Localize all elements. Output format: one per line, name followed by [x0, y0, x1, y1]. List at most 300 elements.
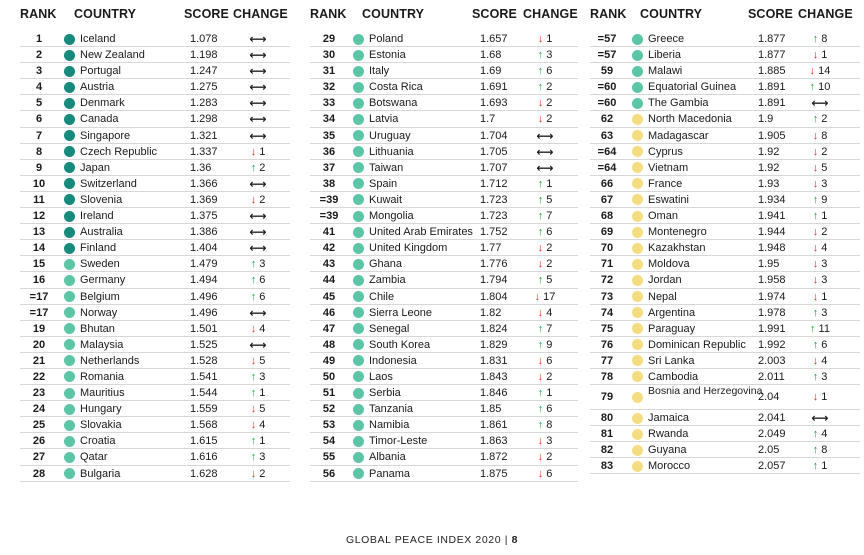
- rank-value: 7: [35, 129, 43, 142]
- country-name: Estonia: [369, 49, 406, 62]
- table-row: [296, 272, 582, 288]
- rank-value: 1: [35, 33, 43, 45]
- rank-value: 34: [322, 113, 336, 126]
- arrow-down-icon: ↓: [537, 33, 544, 45]
- no-change-icon: ⟷: [249, 128, 267, 143]
- change-value: 2: [546, 97, 553, 110]
- arrow-up-icon: ↑: [537, 387, 544, 400]
- table-row: [582, 95, 864, 111]
- rank-change: [795, 128, 845, 144]
- country-name: United Kingdom: [369, 242, 448, 255]
- arrow-up-icon: ↑: [537, 322, 544, 335]
- peace-level-dot: [64, 371, 75, 382]
- footer-separator: |: [504, 534, 509, 546]
- score-value: 2.057: [758, 460, 786, 473]
- peace-level-dot: [353, 178, 364, 189]
- rank-change: [520, 63, 570, 79]
- score-value: 1.494: [190, 274, 218, 287]
- table-row: [582, 224, 864, 240]
- table-row: [0, 79, 290, 95]
- score-value: 1.776: [480, 258, 508, 271]
- score-value: 1.885: [758, 65, 786, 78]
- peace-level-dot: [64, 34, 75, 45]
- table-row: [0, 240, 290, 256]
- country-name: Latvia: [369, 113, 399, 126]
- peace-level-dot: [64, 420, 75, 431]
- country-name: Singapore: [80, 129, 131, 142]
- rank-change: [233, 353, 283, 369]
- arrow-up-icon: ↑: [812, 193, 819, 206]
- rank-value: 75: [600, 322, 614, 335]
- score-value: 1.991: [758, 322, 786, 335]
- arrow-down-icon: ↓: [812, 354, 819, 367]
- country-name: Ghana: [369, 258, 403, 271]
- rank-change: [233, 160, 283, 176]
- rank-value: =64: [597, 145, 617, 158]
- no-change-icon: ⟷: [249, 64, 267, 79]
- peace-level-dot: [353, 307, 364, 318]
- change-value: 3: [821, 274, 828, 287]
- table-row: [0, 176, 290, 192]
- change-header: CHANGE: [798, 7, 853, 21]
- peace-level-dot: [64, 178, 75, 189]
- country-name: Tanzania: [369, 403, 414, 416]
- rank-value: 56: [322, 467, 336, 480]
- rank-value: 82: [600, 444, 614, 457]
- country-name: Spain: [369, 177, 398, 190]
- score-value: 1.958: [758, 274, 786, 287]
- rank-change: [795, 192, 845, 208]
- change-value: 2: [546, 113, 553, 126]
- change-value: 9: [821, 193, 828, 206]
- peace-level-dot: [353, 388, 364, 399]
- change-value: 1: [821, 290, 828, 303]
- table-row: [582, 410, 864, 426]
- peace-level-dot: [353, 82, 364, 93]
- change-value: 1: [546, 387, 553, 400]
- rank-value: 32: [322, 81, 336, 94]
- rank-value: 14: [32, 242, 46, 255]
- peace-level-dot: [353, 404, 364, 415]
- country-name: Japan: [80, 161, 110, 174]
- peace-level-dot: [353, 291, 364, 302]
- change-value: 8: [546, 419, 553, 432]
- arrow-up-icon: ↑: [537, 274, 544, 287]
- table-row: [0, 256, 290, 272]
- score-value: 1.616: [190, 451, 218, 464]
- rank-value: 62: [600, 113, 614, 126]
- change-value: 3: [546, 49, 553, 62]
- country-name: Belgium: [80, 290, 120, 303]
- peace-level-dot: [64, 66, 75, 77]
- arrow-down-icon: ↓: [812, 226, 819, 239]
- score-value: 1.404: [190, 242, 218, 255]
- score-value: 1.861: [480, 419, 508, 432]
- table-row: [582, 176, 864, 192]
- score-header: SCORE: [472, 7, 517, 21]
- country-name: Slovenia: [80, 193, 123, 206]
- table-row: [0, 449, 290, 465]
- rank-change: [795, 63, 845, 79]
- peace-level-dot: [632, 275, 643, 286]
- rank-change: [520, 466, 570, 482]
- change-value: 2: [821, 113, 828, 126]
- arrow-up-icon: ↑: [537, 210, 544, 223]
- score-value: 1.77: [480, 242, 502, 255]
- peace-level-dot: [353, 420, 364, 431]
- change-value: 6: [546, 467, 553, 480]
- peace-level-dot: [353, 243, 364, 254]
- rank-value: 59: [600, 65, 614, 78]
- country-name: Norway: [80, 306, 118, 319]
- table-row: [296, 128, 582, 144]
- rank-change: [233, 401, 283, 417]
- peace-level-dot: [353, 355, 364, 366]
- rank-value: 13: [32, 226, 46, 239]
- rank-value: 45: [322, 290, 336, 303]
- table-row: [296, 160, 582, 176]
- change-value: 3: [821, 306, 828, 319]
- change-value: 8: [821, 33, 828, 45]
- arrow-down-icon: ↓: [250, 322, 257, 335]
- change-value: 6: [546, 403, 553, 416]
- arrow-up-icon: ↑: [250, 451, 257, 464]
- rank-value: =57: [597, 49, 617, 62]
- table-row: [582, 442, 864, 458]
- rank-value: 16: [32, 274, 46, 287]
- rank-value: 28: [32, 467, 46, 480]
- peace-level-dot: [353, 146, 364, 157]
- arrow-up-icon: ↑: [812, 370, 819, 383]
- peace-level-dot: [64, 211, 75, 222]
- table-row: [296, 192, 582, 208]
- peace-level-dot: [64, 323, 75, 334]
- peace-level-dot: [353, 259, 364, 270]
- rank-value: 23: [32, 387, 46, 400]
- no-change-icon: ⟷: [811, 96, 829, 111]
- rank-change: [795, 353, 845, 369]
- arrow-down-icon: ↓: [250, 419, 257, 432]
- peace-level-dot: [64, 227, 75, 238]
- country-name: Qatar: [80, 451, 108, 464]
- rank-change: [233, 433, 283, 449]
- change-value: 7: [546, 210, 553, 223]
- rank-change: [795, 144, 845, 160]
- table-row: [296, 224, 582, 240]
- no-change-icon: ⟷: [536, 144, 554, 159]
- country-name: Guyana: [648, 444, 687, 457]
- change-value: 5: [821, 161, 828, 174]
- country-name: Madagascar: [648, 129, 709, 142]
- arrow-down-icon: ↓: [812, 49, 819, 62]
- change-value: 8: [821, 444, 828, 457]
- arrow-down-icon: ↓: [812, 242, 819, 255]
- arrow-up-icon: ↑: [537, 403, 544, 416]
- table-row: [296, 353, 582, 369]
- score-value: 1.366: [190, 177, 218, 190]
- peace-level-dot: [632, 413, 643, 424]
- score-value: 1.712: [480, 177, 508, 190]
- score-value: 1.891: [758, 81, 786, 94]
- table-row: [296, 321, 582, 337]
- score-value: 2.049: [758, 428, 786, 441]
- peace-level-dot: [353, 98, 364, 109]
- table-row: [0, 353, 290, 369]
- arrow-up-icon: ↑: [812, 338, 819, 351]
- arrow-down-icon: ↓: [812, 290, 819, 303]
- rank-value: =17: [29, 290, 49, 303]
- rank-value: 22: [32, 370, 46, 383]
- arrow-down-icon: ↓: [537, 467, 544, 480]
- ranking-rows: [0, 31, 290, 482]
- country-name: Costa Rica: [369, 81, 423, 94]
- rank-header: RANK: [20, 7, 57, 21]
- table-row: [0, 47, 290, 63]
- arrow-down-icon: ↓: [812, 161, 819, 174]
- arrow-up-icon: ↑: [537, 81, 544, 94]
- score-value: 1.078: [190, 33, 218, 45]
- peace-level-dot: [353, 162, 364, 173]
- table-row: [0, 95, 290, 111]
- change-value: 3: [821, 177, 828, 190]
- change-value: 4: [821, 242, 828, 255]
- ranking-rows: [296, 31, 582, 482]
- rank-value: 72: [600, 274, 614, 287]
- rank-value: 35: [322, 129, 336, 142]
- table-row: [582, 47, 864, 63]
- change-value: 11: [818, 322, 830, 335]
- rank-change: [795, 458, 845, 474]
- rank-value: 43: [322, 258, 336, 271]
- country-name: Greece: [648, 33, 685, 45]
- table-row: [582, 305, 864, 321]
- table-row: [0, 160, 290, 176]
- table-row: [296, 31, 582, 47]
- country-name: South Korea: [369, 338, 431, 351]
- change-value: 1: [546, 177, 553, 190]
- rank-value: 80: [600, 412, 614, 425]
- ranking-rows: [582, 31, 864, 474]
- table-row: [296, 401, 582, 417]
- score-value: 1.934: [758, 193, 786, 206]
- rank-value: 63: [600, 129, 614, 142]
- peace-level-dot: [64, 436, 75, 447]
- score-value: 2.003: [758, 354, 786, 367]
- table-row: [296, 208, 582, 224]
- score-value: 1.829: [480, 338, 508, 351]
- table-row: [582, 256, 864, 272]
- table-row: [0, 337, 290, 353]
- score-value: 1.247: [190, 65, 218, 78]
- peace-level-dot: [632, 34, 643, 45]
- country-name: Taiwan: [369, 161, 404, 174]
- table-row: [582, 208, 864, 224]
- table-row: [296, 417, 582, 433]
- country-name: Botswana: [369, 97, 418, 110]
- rank-change: [520, 47, 570, 63]
- rank-value: 21: [32, 354, 46, 367]
- country-name: Austria: [80, 81, 115, 94]
- rank-value: 10: [32, 177, 46, 190]
- change-value: 4: [259, 322, 266, 335]
- score-value: 1.704: [480, 129, 508, 142]
- peace-level-dot: [632, 323, 643, 334]
- score-value: 1.496: [190, 290, 218, 303]
- peace-level-dot: [353, 323, 364, 334]
- change-value: 4: [546, 306, 553, 319]
- rank-change: [520, 95, 570, 111]
- country-name: Switzerland: [80, 177, 137, 190]
- country-name: Montenegro: [648, 226, 707, 239]
- country-name: Senegal: [369, 322, 410, 335]
- country-name: North Macedonia: [648, 113, 732, 126]
- table-row: [296, 240, 582, 256]
- peace-level-dot: [632, 339, 643, 350]
- rank-value: =17: [29, 306, 49, 319]
- rank-value: 52: [322, 403, 336, 416]
- no-change-icon: ⟷: [536, 160, 554, 175]
- country-name: Poland: [369, 33, 404, 45]
- table-row: [0, 272, 290, 288]
- table-row: [582, 240, 864, 256]
- score-value: 1.872: [480, 451, 508, 464]
- country-name: Italy: [369, 65, 390, 78]
- country-name: Albania: [369, 451, 406, 464]
- table-row: [0, 111, 290, 127]
- score-value: 1.496: [190, 306, 218, 319]
- no-change-icon: ⟷: [811, 411, 829, 426]
- peace-level-dot: [353, 468, 364, 479]
- change-value: 5: [259, 403, 266, 416]
- country-name: Mongolia: [369, 210, 414, 223]
- change-value: 4: [259, 419, 266, 432]
- country-name: Sri Lanka: [648, 354, 695, 367]
- rank-value: 27: [32, 451, 46, 464]
- peace-level-dot: [632, 291, 643, 302]
- table-row: [0, 31, 290, 47]
- country-name: Paraguay: [648, 322, 696, 335]
- change-value: 6: [259, 274, 266, 287]
- page-footer: [0, 534, 864, 546]
- country-name: Malaysia: [80, 338, 124, 351]
- table-row: [0, 192, 290, 208]
- peace-level-dot: [632, 461, 643, 472]
- no-change-icon: ⟷: [536, 128, 554, 143]
- arrow-down-icon: ↓: [812, 129, 819, 142]
- rank-value: 76: [600, 338, 614, 351]
- country-name: Moldova: [648, 258, 690, 271]
- score-value: 1.36: [190, 161, 212, 174]
- rank-change: [795, 208, 845, 224]
- table-row: [296, 144, 582, 160]
- score-value: 1.831: [480, 354, 508, 367]
- change-value: 2: [546, 258, 553, 271]
- report-title: GLOBAL PEACE INDEX 2020: [345, 534, 502, 546]
- table-row: [0, 289, 290, 305]
- peace-level-dot: [64, 130, 75, 141]
- table-row: [582, 111, 864, 127]
- table-row: [582, 63, 864, 79]
- score-value: 1.804: [480, 290, 508, 303]
- rank-change: [233, 289, 283, 305]
- table-row: [296, 337, 582, 353]
- rank-change: [795, 289, 845, 305]
- peace-level-dot: [632, 227, 643, 238]
- rank-change: [233, 417, 283, 433]
- score-value: 1.693: [480, 97, 508, 110]
- table-row: [0, 369, 290, 385]
- score-value: 1.528: [190, 354, 218, 367]
- change-value: 2: [259, 161, 266, 174]
- peace-level-dot: [632, 259, 643, 270]
- peace-level-dot: [632, 98, 643, 109]
- rank-change: [520, 111, 570, 127]
- arrow-down-icon: ↓: [537, 435, 544, 448]
- rank-value: 67: [600, 193, 614, 206]
- table-row: [296, 176, 582, 192]
- rank-value: 3: [35, 65, 43, 78]
- change-value: 1: [821, 49, 828, 62]
- country-name: Bulgaria: [80, 467, 121, 480]
- rank-change: [520, 289, 570, 305]
- rank-change: [795, 321, 845, 337]
- score-value: 1.824: [480, 322, 508, 335]
- arrow-up-icon: ↑: [809, 81, 816, 94]
- country-name: Chile: [369, 290, 395, 303]
- score-value: 1.843: [480, 370, 508, 383]
- change-value: 6: [546, 65, 553, 78]
- rank-change: [520, 449, 570, 465]
- score-value: 1.275: [190, 81, 218, 94]
- rank-change: [520, 305, 570, 321]
- no-change-icon: ⟷: [249, 96, 267, 111]
- peace-level-dot: [632, 50, 643, 61]
- change-value: 2: [821, 145, 828, 158]
- rank-change: [520, 256, 570, 272]
- score-value: 1.944: [758, 226, 786, 239]
- country-name: Jordan: [648, 274, 682, 287]
- score-value: 1.525: [190, 338, 218, 351]
- country-header: COUNTRY: [362, 7, 425, 21]
- rank-value: =60: [597, 81, 617, 94]
- peace-level-dot: [632, 392, 643, 403]
- peace-level-dot: [64, 114, 75, 125]
- country-name: Cambodia: [648, 370, 699, 383]
- peace-level-dot: [632, 162, 643, 173]
- country-name: Netherlands: [80, 354, 140, 367]
- rank-value: 74: [600, 306, 614, 319]
- change-value: 6: [546, 226, 553, 239]
- rank-change: [795, 176, 845, 192]
- table-row: [296, 95, 582, 111]
- country-name: Germany: [80, 274, 126, 287]
- rank-change: [520, 337, 570, 353]
- rank-value: 15: [32, 258, 46, 271]
- score-value: 1.9: [758, 113, 774, 126]
- rank-value: 66: [600, 177, 614, 190]
- rank-header: RANK: [310, 7, 347, 21]
- change-value: 1: [821, 460, 828, 473]
- rank-value: 71: [600, 258, 614, 271]
- arrow-down-icon: ↓: [537, 113, 544, 126]
- change-value: 9: [546, 338, 553, 351]
- no-change-icon: ⟷: [249, 48, 267, 63]
- table-row: [0, 305, 290, 321]
- arrow-down-icon: ↓: [250, 145, 257, 158]
- score-value: 2.04: [758, 391, 780, 404]
- table-row: [0, 144, 290, 160]
- peace-level-dot: [632, 371, 643, 382]
